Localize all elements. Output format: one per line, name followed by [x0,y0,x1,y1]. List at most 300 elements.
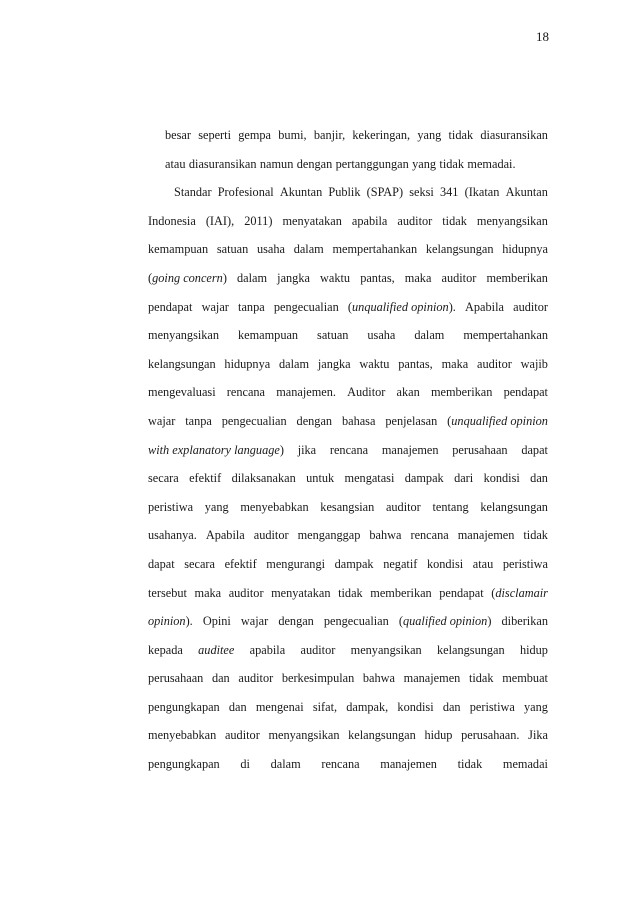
word [345,464,395,493]
word-part: dari [454,471,474,486]
word-part: Jika [528,728,548,743]
word [189,464,221,493]
word-part: tidak [468,671,494,686]
word-part: efektif [224,556,257,571]
word [148,721,216,750]
word [238,121,271,150]
word-part: seksi [409,185,434,200]
word [359,350,389,379]
word [271,750,301,779]
word [148,350,216,379]
body-text [148,121,548,779]
word-part: bumi, [278,128,307,142]
word [465,178,500,207]
word-part: pendapat [148,299,193,314]
word-part: usaha [256,242,285,257]
word-part: ( [447,413,452,428]
word-part: efektif [189,471,222,486]
italic-term: opinion [148,614,186,629]
word [148,636,183,665]
word-part: Indonesia [148,213,196,228]
word [189,150,257,179]
word-part: Opini [202,614,231,629]
word-part: yang [417,128,442,142]
word-part: perusahaan [148,671,204,686]
word-part: rencana [329,442,369,457]
word [469,664,494,693]
word [503,550,548,579]
word-part: auditor [224,728,260,743]
word [523,521,548,550]
word [278,607,314,636]
word [274,293,339,322]
word-part: secara [148,471,179,486]
word-part: manajemen [403,671,461,686]
word [383,550,417,579]
word-part: pengecualian [323,614,389,629]
word-part: pengungkapan [148,757,220,772]
word-part: namun [259,156,294,171]
text-line [148,350,548,379]
word-part: auditor [300,642,336,657]
word [241,607,268,636]
word-part: penjelasan [385,413,438,428]
word [320,493,374,522]
word [439,579,483,608]
word-part: dampak [334,556,374,571]
word [461,721,519,750]
word-part: satuan [317,328,349,343]
word-part: maka [404,270,432,285]
word [254,521,289,550]
word [440,178,458,207]
word [367,321,395,350]
word [317,321,348,350]
word-part: mempertahankan [332,242,418,257]
word-part: perusahaan. [461,728,520,743]
word [335,550,374,579]
word-part: memberikan [486,270,548,285]
word-part: kelangsungan [425,242,494,257]
word-part: auditor [238,671,274,686]
word-part: besar [165,128,191,142]
word-part: tentang [432,499,469,514]
word-part: waktu [359,356,390,371]
word-part: yang [524,699,548,714]
word [465,293,504,322]
word-part: diasuransikan [188,156,257,171]
word [297,150,333,179]
word-part: maka [441,356,469,371]
word [351,636,422,665]
word-part: menganggap [297,528,361,543]
word [229,579,264,608]
word [332,235,417,264]
word [278,121,306,150]
word-part: ) [487,614,492,629]
word [458,521,515,550]
word-part: usaha [367,328,396,343]
word-part: menyangsikan [148,328,220,343]
word-part: dan [228,699,247,714]
word-part: satuan [216,242,249,257]
word-part: dalam [270,757,301,772]
word-part: pantas, [398,356,433,371]
word [206,521,245,550]
word [426,235,494,264]
word-part: dalam [237,270,268,285]
word-part: yang [412,156,437,171]
word [477,350,512,379]
word-part: Auditor [347,385,386,400]
word-part: Apabila [205,528,245,543]
word-part: manajemen [457,528,515,543]
word-part: dan [442,699,461,714]
word [363,664,395,693]
word-part: mempertahankan [463,328,548,343]
word-part: kelangsungan [148,356,216,371]
word [502,664,548,693]
word [282,664,354,693]
word [238,664,273,693]
word [397,693,433,722]
word-part: kelangsungan [480,499,548,514]
word [148,521,197,550]
word [238,293,265,322]
word [203,607,231,636]
word [352,121,410,150]
word [240,750,250,779]
text-line [148,664,548,693]
word-part: di [240,757,250,772]
word [405,264,432,293]
word [503,750,548,779]
word [224,350,270,379]
word-part: negatif [383,556,418,571]
text-line [148,178,548,207]
word [320,264,350,293]
word [232,464,296,493]
word [412,150,436,179]
word [165,121,191,150]
word-part: membuat [502,671,548,686]
word [442,350,469,379]
word [386,493,421,522]
word [502,607,548,636]
word [184,550,215,579]
word [202,293,229,322]
word-part: tidak [448,128,474,142]
word-part: menyatakan [282,213,342,228]
word-part: diasuransikan [480,128,548,142]
word-part: ). [185,614,193,629]
word-part: dengan [296,413,333,428]
word [212,664,230,693]
word [352,207,388,236]
word [338,579,363,608]
word-part: ( [491,585,496,600]
word [524,693,548,722]
word-part: bahwa [369,528,402,543]
word-part: maka [194,585,222,600]
word-part: usahanya. [148,528,197,543]
word [414,321,444,350]
italic-term: with explanatory language [148,442,280,457]
text-line [148,207,548,236]
word-part: jika [297,442,317,457]
word-part: auditor [441,270,477,285]
word-part: hidup [519,642,548,657]
word-part: dalam [414,328,445,343]
word [300,636,335,665]
word [397,207,432,236]
word [348,293,456,322]
word-part: dalam [293,242,324,257]
text-line [148,550,548,579]
word-part: dapat [521,442,548,457]
word [260,150,293,179]
word [217,235,248,264]
italic-term: going concern [152,270,223,285]
italic-term: auditee [198,642,235,657]
word [256,693,304,722]
text-line [148,750,548,779]
word-part: pertanggungan [335,156,409,171]
word-part: pantas, [360,270,395,285]
word [467,150,515,179]
word-part: Akuntan [505,185,548,200]
word [277,264,310,293]
word-part: dampak, [346,699,389,714]
word [148,493,193,522]
word-part: tanpa [185,413,212,428]
word [458,750,483,779]
text-line [148,264,548,293]
word-part: pengecualian [273,299,339,314]
word-part: perusahaan [452,442,508,457]
text-line [148,407,548,436]
word-part: hidup [424,728,453,743]
word-part: mengenai [255,699,304,714]
word-part: dan [211,671,230,686]
word-part: sifat, [312,699,338,714]
word [282,207,341,236]
word-part: seperti [198,128,231,142]
word-part: auditor [385,499,421,514]
word [342,407,375,436]
word [148,378,216,407]
word [367,178,403,207]
word [520,636,548,665]
word-part: memadai [502,757,548,772]
word-part: mengatasi [344,471,395,486]
word [491,579,548,608]
word [398,350,433,379]
word-part: rencana [321,757,360,772]
word [195,579,222,608]
word-part: dapat [148,556,175,571]
word [279,350,309,379]
word [257,235,285,264]
word [336,150,409,179]
word [399,607,492,636]
word [225,550,257,579]
word [266,550,325,579]
word [504,378,548,407]
word-part: ). [448,299,456,314]
word [424,721,452,750]
text-line [148,521,548,550]
word-part: secara [184,556,215,571]
word-part: pendapat [439,585,484,600]
word [521,350,548,379]
word [484,464,520,493]
word [318,350,351,379]
word-part: untuk [306,471,335,486]
word [447,407,548,436]
word [452,436,507,465]
text-line [148,121,548,150]
word [454,464,473,493]
word-part: menyangsikan [268,728,340,743]
word [528,721,548,750]
word-part: dengan [278,614,314,629]
word-part: Akuntan [279,185,323,200]
word-part: Standar [174,185,212,200]
text-line [148,693,548,722]
text-line [148,636,548,665]
word-part: pengungkapan [148,699,220,714]
word-part: kekeringan, [352,128,411,142]
word [148,693,220,722]
word [276,378,336,407]
word [148,293,192,322]
word [237,264,267,293]
word [297,407,333,436]
text-line [148,579,548,608]
word-part: manajemen [380,757,437,772]
word-part: kondisi [397,699,434,714]
word [271,579,330,608]
word-part: kemampuan [237,328,299,343]
word [218,178,274,207]
word-part: ( [148,270,153,285]
word-part: auditor [513,299,548,314]
word [410,521,448,550]
word [470,693,515,722]
word [439,150,464,179]
word [198,636,234,665]
word-part: jangka [277,270,310,285]
word [530,464,548,493]
word-part: auditor [228,585,264,600]
italic-term: qualified opinion [402,614,488,629]
word-part: wajar [201,299,229,314]
word [148,464,179,493]
word [473,550,493,579]
word [148,579,187,608]
word-part: wajar [148,413,176,428]
word [480,121,548,150]
word-part: kondisi [426,556,464,571]
word [148,436,284,465]
word-part: menyebabkan [240,499,309,514]
word-part: auditor [477,356,512,371]
word-part: banjir, [313,128,346,142]
word [443,693,461,722]
word [174,178,212,207]
word [330,436,368,465]
word [431,378,492,407]
word-part: apabila [351,213,388,228]
italic-term: disclamair [495,585,548,600]
word [437,636,505,665]
word [321,750,359,779]
word-part: Publik [328,185,361,200]
word [397,378,420,407]
word [148,235,208,264]
text-line [148,150,548,179]
text-line [148,607,548,636]
word [324,607,389,636]
word [382,436,439,465]
text-line [148,436,548,465]
word-part: kemampuan [148,242,209,257]
word-part: bahwa [362,671,395,686]
word [240,493,308,522]
word [205,493,229,522]
word [313,693,337,722]
word-part: manajemen. [276,385,336,400]
word [148,550,175,579]
word [385,407,437,436]
word [348,721,416,750]
word-part: (Ikatan [464,185,500,200]
word [229,693,247,722]
word-part: dalam [278,356,310,371]
word-part: bahasa [341,413,376,428]
text-line [148,293,548,322]
word [250,636,286,665]
word [148,264,227,293]
word-part: Apabila [465,299,504,314]
word-part: menyatakan [271,585,331,600]
word-part: pendapat [503,385,548,400]
word-part: kelangsungan [437,642,505,657]
word-part: rencana [226,385,266,400]
word [409,178,434,207]
word-part: atau [472,556,494,571]
text-line [148,235,548,264]
word-part: peristiwa [502,556,548,571]
word [148,207,196,236]
text-line [148,493,548,522]
word [328,178,360,207]
word-part: 341 [440,185,459,200]
word [280,178,322,207]
word [298,436,316,465]
word [306,464,334,493]
text-line [148,464,548,493]
word-part: menyangsikan [476,213,548,228]
word [405,464,444,493]
word [513,293,548,322]
word-part: tidak [439,156,465,171]
word-part: 2011) [244,213,273,228]
word [380,750,437,779]
word-part: mengevaluasi [148,385,216,400]
word-part: mengurangi [266,556,326,571]
